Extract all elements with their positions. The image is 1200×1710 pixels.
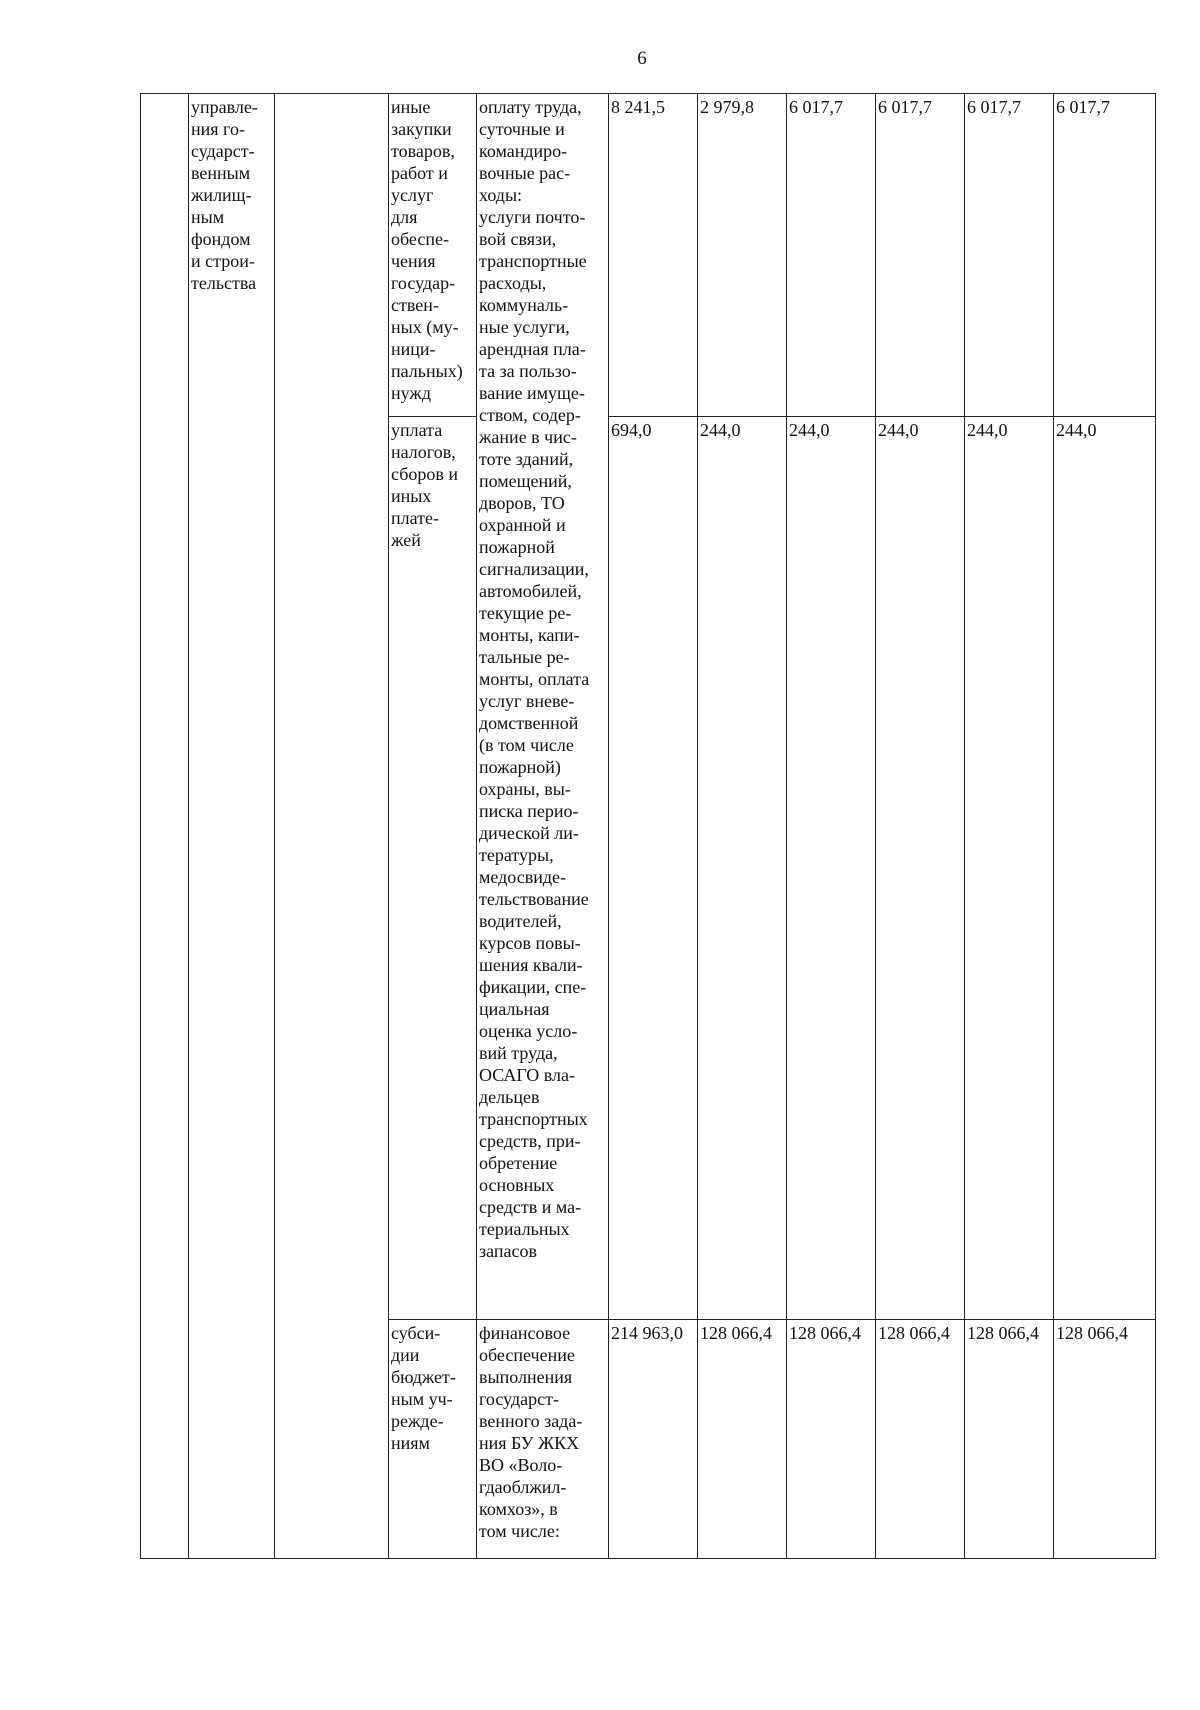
value-text: 244,0 xyxy=(1056,420,1097,440)
responsible-text: управле- ния го- сударст- венным жилищ- ным фондом и строи- тельства xyxy=(191,97,258,293)
value-text: 694,0 xyxy=(611,420,652,440)
value-text: 6 017,7 xyxy=(878,97,932,117)
value-cell xyxy=(1054,417,1156,1320)
value-cell xyxy=(698,94,787,417)
budget-table xyxy=(140,93,1156,1559)
value-text: 244,0 xyxy=(878,420,919,440)
purpose-text: финансовое обеспечение выполнения государст- венного зада- ния БУ ЖКХ ВО «Воло- гдаоблжил- комхоз», в том числе: xyxy=(479,1323,583,1541)
value-text: 214 963,0 xyxy=(611,1323,683,1343)
value-text: 128 066,4 xyxy=(700,1323,772,1343)
value-cell xyxy=(787,417,876,1320)
page-number: 6 xyxy=(637,48,647,69)
expense-type-cell xyxy=(389,417,477,1320)
value-cell xyxy=(787,1320,876,1559)
value-cell xyxy=(965,94,1054,417)
value-text: 6 017,7 xyxy=(967,97,1021,117)
expense-type-text: субси- дии бюджет- ным уч- режде- ниям xyxy=(391,1323,456,1453)
value-text: 244,0 xyxy=(967,420,1008,440)
value-text: 128 066,4 xyxy=(967,1323,1039,1343)
purpose-cell xyxy=(477,1320,609,1559)
value-text: 128 066,4 xyxy=(789,1323,861,1343)
value-cell xyxy=(876,417,965,1320)
value-text: 6 017,7 xyxy=(789,97,843,117)
value-cell xyxy=(876,94,965,417)
value-text: 244,0 xyxy=(700,420,741,440)
value-text: 8 241,5 xyxy=(611,97,665,117)
expense-type-text: иные закупки товаров, работ и услуг для обеспе- чения государ- ствен- ных (му- ници- пальных) нужд xyxy=(391,97,463,403)
value-text: 128 066,4 xyxy=(1056,1323,1128,1343)
value-text: 128 066,4 xyxy=(878,1323,950,1343)
expense-type-cell xyxy=(389,94,477,417)
value-cell xyxy=(876,1320,965,1559)
value-cell xyxy=(787,94,876,417)
value-cell xyxy=(1054,94,1156,417)
value-text: 2 979,8 xyxy=(700,97,754,117)
purpose-text: оплату труда, суточные и командиро- вочные рас- ходы: услуги почто- вой связи, транспортные расходы, коммуналь- ные услуги, арендная пла- та за пользо- вание имуще- ством, содер- жание в чис- тоте зданий, помещений, дворов, ТО охранной и пожарной сигнализации, автомобилей, текущие ре- монты, капи- тальные ре- монты, оплата услуг вневе- домственной (в том числе пожарной) охраны, вы- писка перио- дической ли- тературы, медосвиде- тельствование водителей, курсов повы- шения квали- фикации, спе- циальная оценка усло- вий труда, ОСАГО вла- дельцев транспортных средств, при- обретение основных средств и ма- териальных запасов xyxy=(479,97,590,1261)
value-cell xyxy=(965,417,1054,1320)
empty-cell xyxy=(275,94,389,1559)
value-cell xyxy=(698,417,787,1320)
responsible-cell xyxy=(189,94,275,1559)
value-cell xyxy=(1054,1320,1156,1559)
index-cell xyxy=(141,94,189,1559)
value-cell xyxy=(609,94,698,417)
value-cell xyxy=(609,417,698,1320)
expense-type-cell xyxy=(389,1320,477,1559)
value-cell xyxy=(965,1320,1054,1559)
value-cell xyxy=(698,1320,787,1559)
expense-type-text: уплата налогов, сборов и иных плате- жей xyxy=(391,420,458,550)
value-text: 244,0 xyxy=(789,420,830,440)
purpose-cell xyxy=(477,94,609,1320)
value-cell xyxy=(609,1320,698,1559)
table-row xyxy=(141,94,1156,417)
value-text: 6 017,7 xyxy=(1056,97,1110,117)
